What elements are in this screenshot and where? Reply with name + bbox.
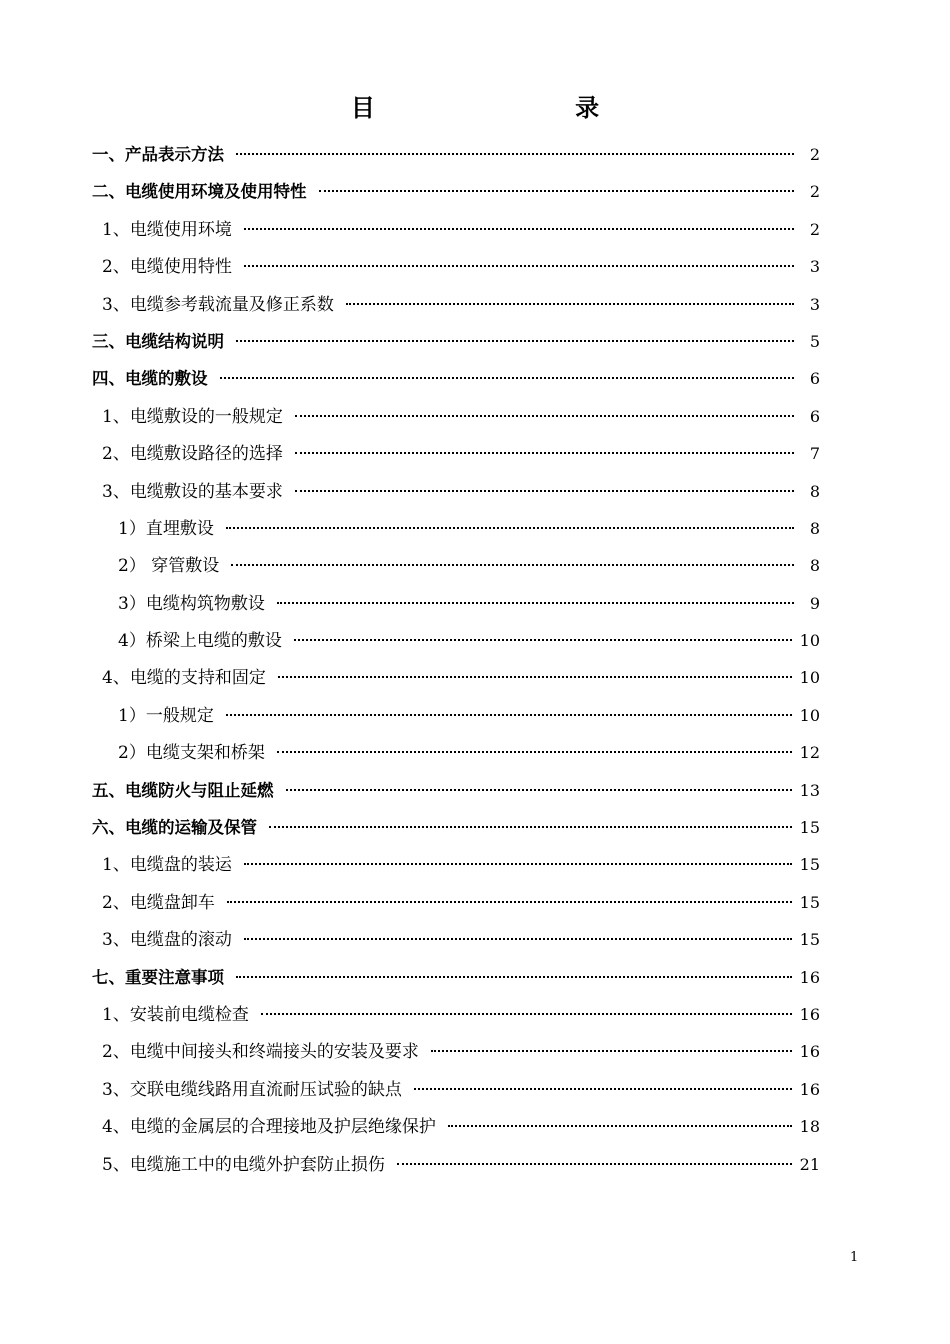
toc-entry[interactable] xyxy=(92,1071,820,1108)
toc-entry-label: 1、电缆使用环境 xyxy=(102,219,232,240)
toc-entry[interactable] xyxy=(92,959,820,996)
toc-entry-page: 12 xyxy=(799,743,820,763)
toc-entry[interactable] xyxy=(92,622,820,659)
toc-entry-page: 2 xyxy=(809,219,820,239)
toc-entry-label: 四、电缆的敷设 xyxy=(92,369,208,389)
toc-entry[interactable] xyxy=(92,510,820,547)
toc-entry[interactable] xyxy=(92,772,820,809)
toc-entry-page: 16 xyxy=(799,1079,820,1099)
dot-leader xyxy=(431,1050,792,1052)
toc-entry[interactable] xyxy=(92,1033,820,1070)
toc-entry-page: 16 xyxy=(799,1042,820,1062)
toc-entry-page: 16 xyxy=(799,1004,820,1024)
toc-entry-label: 3）电缆构筑物敷设 xyxy=(118,593,265,614)
toc-entry-label: 5、电缆施工中的电缆外护套防止损伤 xyxy=(102,1154,385,1175)
toc-entry-label: 2、电缆盘卸车 xyxy=(102,892,215,913)
toc-entry-page: 5 xyxy=(809,331,820,351)
toc-entry-label: 4、电缆的支持和固定 xyxy=(102,668,266,689)
dot-leader xyxy=(414,1088,792,1090)
toc-entry[interactable] xyxy=(92,360,820,397)
dot-leader xyxy=(236,153,794,155)
toc-entry[interactable] xyxy=(92,248,820,285)
toc-entry[interactable] xyxy=(92,921,820,958)
dot-leader xyxy=(226,714,792,716)
toc-entry-label: 五、电缆防火与阻止延燃 xyxy=(92,780,274,800)
dot-leader xyxy=(295,415,794,417)
dot-leader xyxy=(261,1013,792,1015)
toc-entry-page: 8 xyxy=(809,481,820,501)
toc-entry[interactable] xyxy=(92,659,820,696)
toc-entry-page: 10 xyxy=(799,668,820,688)
toc-entry-page: 8 xyxy=(809,556,820,576)
page-number: 1 xyxy=(850,1250,859,1265)
dot-leader xyxy=(278,676,792,678)
dot-leader xyxy=(236,340,794,342)
toc-entry-label: 一、产品表示方法 xyxy=(92,145,224,164)
dot-leader xyxy=(226,527,794,529)
toc-entry-label: 2、电缆敷设路径的选择 xyxy=(102,444,283,465)
toc-entry-label: 2、电缆中间接头和终端接头的安装及要求 xyxy=(102,1042,419,1063)
toc-entry-label: 三、电缆结构说明 xyxy=(92,331,224,351)
dot-leader xyxy=(277,751,792,753)
dot-leader xyxy=(244,228,794,230)
toc-entry-page: 9 xyxy=(809,593,820,613)
toc-entry-page: 6 xyxy=(809,406,820,426)
toc-entry-label: 二、电缆使用环境及使用特性 xyxy=(92,182,307,202)
toc-entry-page: 3 xyxy=(809,294,820,314)
dot-leader xyxy=(397,1163,792,1165)
toc-entry[interactable] xyxy=(92,697,820,734)
dot-leader xyxy=(286,789,792,791)
toc-entry-label: 1、电缆敷设的一般规定 xyxy=(102,406,283,427)
toc-entry-page: 7 xyxy=(809,444,820,464)
toc-entry-label: 1、电缆盘的装运 xyxy=(102,855,232,876)
toc-entry-page: 8 xyxy=(809,518,820,538)
toc-entry-page: 2 xyxy=(809,182,820,202)
toc-entry[interactable] xyxy=(92,398,820,435)
toc-entry-label: 3、电缆参考载流量及修正系数 xyxy=(102,294,334,315)
toc-entry[interactable] xyxy=(92,734,820,771)
toc-entry-label: 3、电缆敷设的基本要求 xyxy=(102,481,283,502)
toc-entry-page: 13 xyxy=(799,780,820,800)
toc-entry-page: 10 xyxy=(799,705,820,725)
dot-leader xyxy=(295,490,794,492)
dot-leader xyxy=(269,826,792,828)
dot-leader xyxy=(220,377,795,379)
toc-entry[interactable] xyxy=(92,809,820,846)
toc-entry-page: 3 xyxy=(809,257,820,277)
toc-entry[interactable] xyxy=(92,585,820,622)
toc-entry[interactable] xyxy=(92,1146,820,1183)
toc-entry[interactable] xyxy=(92,846,820,883)
toc-entry-label: 3、交联电缆线路用直流耐压试验的缺点 xyxy=(102,1079,402,1100)
dot-leader xyxy=(448,1125,792,1127)
toc-entry-page: 15 xyxy=(799,930,820,950)
dot-leader xyxy=(236,976,792,978)
toc-entry[interactable] xyxy=(92,211,820,248)
toc-entry-label: 七、重要注意事项 xyxy=(92,967,224,987)
toc-entry[interactable] xyxy=(92,547,820,584)
toc-entry[interactable] xyxy=(92,286,820,323)
toc-entry-page: 2 xyxy=(809,145,820,164)
toc-entry-label: 1）直埋敷设 xyxy=(118,518,214,539)
dot-leader xyxy=(346,303,794,305)
dot-leader xyxy=(319,190,795,192)
table-of-contents xyxy=(92,136,820,1183)
toc-entry-page: 15 xyxy=(799,892,820,912)
page-title: 目 录 xyxy=(350,94,696,122)
toc-entry[interactable] xyxy=(92,473,820,510)
dot-leader xyxy=(244,265,794,267)
toc-entry[interactable] xyxy=(92,996,820,1033)
toc-entry-label: 3、电缆盘的滚动 xyxy=(102,930,232,951)
toc-entry-label: 六、电缆的运输及保管 xyxy=(92,818,257,838)
toc-entry[interactable] xyxy=(92,136,820,173)
toc-entry[interactable] xyxy=(92,1108,820,1145)
toc-entry-page: 15 xyxy=(799,855,820,875)
toc-entry-label: 4、电缆的金属层的合理接地及护层绝缘保护 xyxy=(102,1117,436,1138)
toc-entry-label: 4）桥梁上电缆的敷设 xyxy=(118,631,282,652)
toc-entry-page: 6 xyxy=(809,369,820,389)
toc-entry[interactable] xyxy=(92,173,820,210)
dot-leader xyxy=(231,564,794,566)
toc-entry-label: 2）电缆支架和桥架 xyxy=(118,743,265,764)
toc-entry[interactable] xyxy=(92,884,820,921)
dot-leader xyxy=(294,639,792,641)
dot-leader xyxy=(277,602,794,604)
toc-entry-page: 10 xyxy=(799,631,820,651)
toc-entry[interactable] xyxy=(92,435,820,472)
dot-leader xyxy=(227,901,792,903)
toc-entry-page: 21 xyxy=(799,1154,820,1174)
toc-entry-page: 18 xyxy=(799,1117,820,1137)
toc-entry-label: 1、安装前电缆检查 xyxy=(102,1004,249,1025)
toc-entry[interactable] xyxy=(92,323,820,360)
dot-leader xyxy=(295,452,794,454)
toc-entry-page: 15 xyxy=(799,818,820,838)
dot-leader xyxy=(244,863,792,865)
toc-entry-page: 16 xyxy=(799,967,820,987)
toc-entry-label: 2） 穿管敷设 xyxy=(118,556,220,577)
toc-entry-label: 2、电缆使用特性 xyxy=(102,257,232,278)
dot-leader xyxy=(244,938,792,940)
toc-entry-label: 1）一般规定 xyxy=(118,705,214,726)
